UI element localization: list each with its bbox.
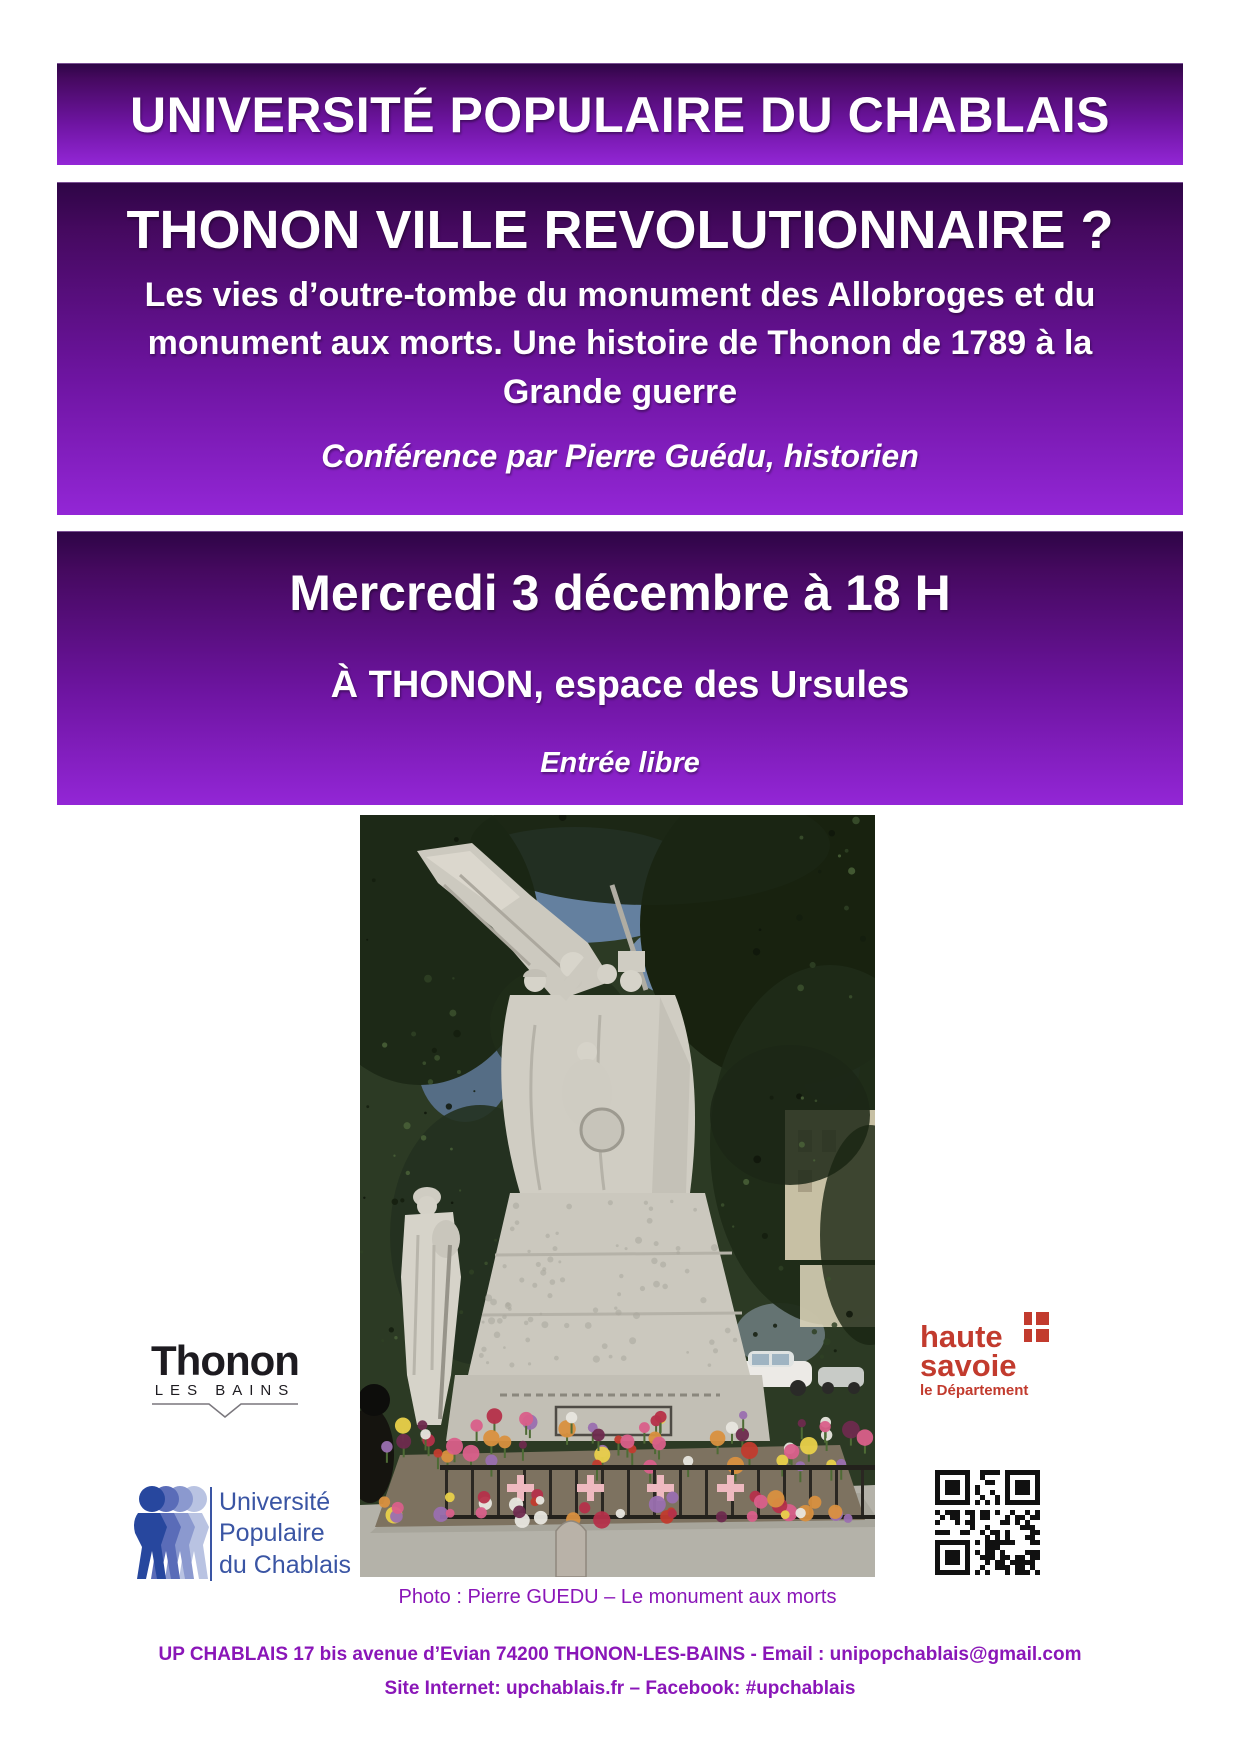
event-block (57, 182, 1183, 515)
footer-website-facebook: Site Internet: upchablais.fr – Facebook: #upchablais (384, 1678, 856, 1699)
header-banner (57, 63, 1183, 165)
haute-savoie-line1: haute (920, 1319, 1003, 1354)
up-logo-line2: Populaire (219, 1519, 325, 1548)
event-speaker: Conférence par Pierre Guédu, historien (321, 437, 919, 474)
event-title: THONON VILLE REVOLUTIONNAIRE ? (126, 200, 1114, 260)
organization-title: UNIVERSITÉ POPULAIRE DU CHABLAIS (130, 86, 1110, 143)
event-subtitle: Les vies d’outre-tombe du monument des Allobroges et du monument aux morts. Une histoire de Thonon de 1789 à la Grande guerre (144, 276, 1096, 411)
footer (0, 1644, 1240, 1700)
up-chablais-logo (132, 1483, 351, 1595)
haute-savoie-logo (920, 1319, 1080, 1399)
thonon-logo-subline: LES BAINS (154, 1382, 296, 1399)
photo-caption: Photo : Pierre GUEDU – Le monument aux morts (398, 1586, 837, 1608)
event-datetime: Mercredi 3 décembre à 18 H (289, 564, 951, 621)
qr-code (935, 1470, 1040, 1575)
up-chablais-figures-icon (132, 1483, 214, 1595)
monument-photo (360, 815, 875, 1577)
thonon-logo-notch-line (152, 1402, 298, 1420)
up-logo-line3: du Chablais (219, 1550, 352, 1579)
footer-address-email: UP CHABLAIS 17 bis avenue d’Evian 74200 THONON-LES-BAINS - Email : unipopchablais@gmail.com (158, 1644, 1082, 1665)
thonon-les-bains-logo (150, 1337, 300, 1420)
haute-savoie-line3: le Département (920, 1381, 1029, 1399)
haute-savoie-line2: savoie (920, 1348, 1017, 1384)
schedule-block (57, 531, 1183, 805)
event-location: À THONON, espace des Ursules (330, 663, 910, 706)
event-admission: Entrée libre (540, 746, 700, 779)
haute-savoie-squares-icon (1024, 1312, 1049, 1342)
thonon-logo-wordmark: Thonon (151, 1337, 299, 1384)
up-logo-line1: Université (219, 1488, 331, 1516)
